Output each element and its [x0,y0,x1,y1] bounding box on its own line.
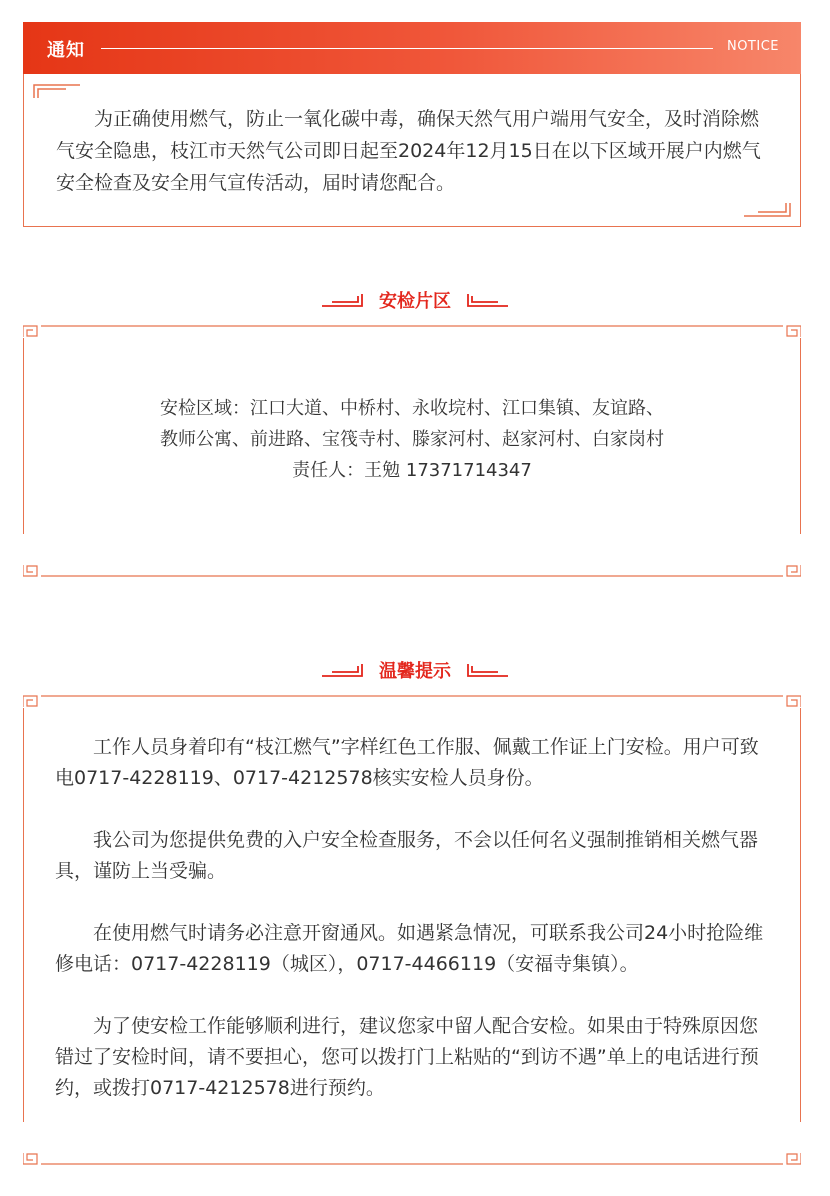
tips-content [55,732,771,1135]
heading-right-deco-icon [466,292,510,308]
notice-tag: NOTICE [726,39,779,54]
corner-bracket-icon [742,202,792,218]
tips-heading [0,657,830,683]
heading-right-deco-icon [466,662,510,678]
heading-left-deco-icon [320,292,364,308]
tips-box [23,692,801,1172]
tip-paragraph-3: 在使用燃气时请务必注意开窗通风。如遇紧急情况，可联系我公司24小时抢险维修电话：0717-4228119（城区），0717-4466119（安福寺集镇）。 [55,922,764,975]
inspection-heading-text: 安检片区 [379,291,451,312]
inspection-area-line-2: 教师公寓、前进路、宝筏寺村、滕家河村、赵家河村、白家岗村 [160,429,664,450]
notice-header [23,22,801,74]
box-top-border [23,322,801,338]
heading-left-deco-icon [320,662,364,678]
inspection-area-line-1: 安检区域：江口大道、中桥村、永收垸村、江口集镇、友谊路、 [160,398,664,419]
inspection-heading [0,287,830,313]
inspection-box [23,322,801,584]
tip-paragraph-4: 为了使安检工作能够顺利进行，建议您家中留人配合安检。如果由于特殊原因您错过了安检时间，请不要担心，您可以拨打门上粘贴的“到访不遇”单上的电话进行预约，或拨打0717-4212578进行预约。 [55,1015,759,1099]
notice-header-line [101,48,713,49]
inspection-contact: 责任人：王勉 17371714347 [292,460,532,481]
box-top-border [23,692,801,708]
tip-paragraph-2: 我公司为您提供免费的入户安全检查服务，不会以任何名义强制推销相关燃气器具，谨防上当受骗。 [55,829,759,882]
notice-card [23,22,801,227]
box-bottom-border [23,1152,801,1168]
notice-body: 为正确使用燃气，防止一氧化碳中毒，确保天然气用户端用气安全，及时消除燃气安全隐患，枝江市天然气公司即日起至2024年12月15日在以下区域开展户内燃气安全检查及安全用气宣传活动，届时请您配合。 [56,108,761,194]
box-bottom-border [23,564,801,580]
tips-heading-text: 温馨提示 [379,661,451,682]
tip-paragraph-1: 工作人员身着印有“枝江燃气”字样红色工作服、佩戴工作证上门安检。用户可致电0717-4228119、0717-4212578核实安检人员身份。 [55,736,759,789]
notice-title: 通知 [47,40,85,61]
corner-bracket-icon [32,83,82,99]
